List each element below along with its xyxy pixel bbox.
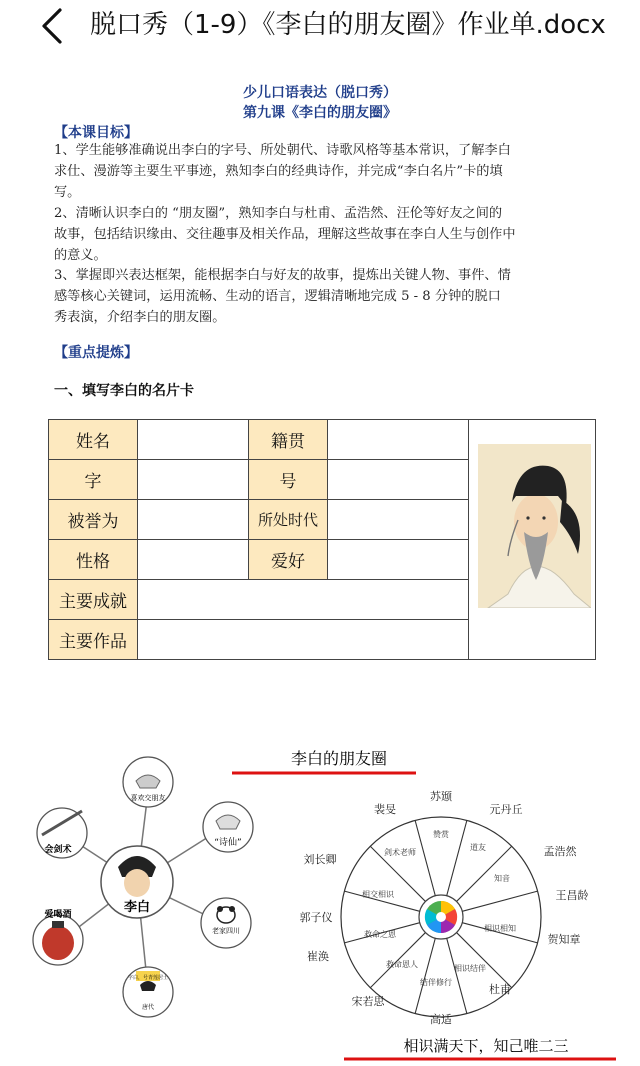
label-era: 所处时代: [249, 500, 328, 540]
input-name[interactable]: [138, 420, 249, 460]
camera-aperture-icon: [425, 901, 457, 933]
friend-pei-min: 裴旻: [374, 803, 396, 816]
wheel-spoke: [457, 933, 512, 988]
goal-1-line: 求仕、漫游等主要生平事迹，熟知李白的经典诗作，并完成“李白名片”卡的填: [54, 164, 503, 179]
goal-2-line: 的意义。: [54, 248, 107, 263]
label-works: 主要作品: [49, 620, 138, 660]
goal-1: [54, 140, 594, 203]
label-hao: 号: [249, 460, 328, 500]
sector-label: 赞赏: [433, 830, 449, 839]
wheel-spoke: [462, 891, 537, 911]
doc-title-2: 第九课《李白的朋友圈》: [243, 105, 397, 121]
goal-3-line: 3、掌握即兴表达框架，能根据李白与好友的故事，提炼出关键人物、事件、情: [54, 268, 511, 283]
chevron-left-icon: [34, 6, 74, 46]
motto: 相识满天下，知己唯二三: [403, 1037, 569, 1055]
back-button[interactable]: [34, 6, 74, 46]
sector-label: 救命恩人: [386, 960, 418, 969]
goal-2-line: 2、清晰认识李白的 “朋友圈”，熟知李白与杜甫、孟浩然、汪伦等好友之间的: [54, 206, 503, 221]
input-hao[interactable]: [328, 460, 469, 500]
input-works[interactable]: [138, 620, 469, 660]
input-praised[interactable]: [138, 500, 249, 540]
friend-su-ting: 苏颋: [430, 790, 452, 803]
wheel-spoke: [447, 938, 467, 1013]
doc-title-1: 少儿口语表达（脱口秀）: [243, 85, 397, 101]
goal-1-line: 写。: [54, 185, 81, 200]
friend-circle-wheel: [232, 749, 616, 1059]
top-bar: [0, 0, 640, 52]
node-hometown: 老家四川: [212, 927, 240, 935]
sector-label: 剑术老师: [384, 848, 416, 857]
sector-label: 救命之恩: [364, 930, 396, 939]
label-hobby: 爱好: [249, 540, 328, 580]
sector-label: 道友: [470, 843, 486, 852]
friend-gao-shi: 高适: [430, 1013, 452, 1026]
node-zi-hao: 字白，号青莲居士: [127, 975, 169, 981]
input-era[interactable]: [328, 500, 469, 540]
label-achieve: 主要成就: [49, 580, 138, 620]
document-page: [0, 60, 640, 1055]
friend-circle-illustration: [0, 685, 640, 1066]
input-native[interactable]: [328, 420, 469, 460]
goal-3-line: 秀表演，介绍李白的朋友圈。: [54, 310, 226, 325]
input-zi[interactable]: [138, 460, 249, 500]
label-name: 姓名: [49, 420, 138, 460]
label-zi: 字: [49, 460, 138, 500]
node-loves-wine: 爱喝酒: [44, 910, 72, 920]
node-tang-dynasty: 唐代: [141, 1004, 155, 1011]
friend-du-fu: 杜甫: [489, 983, 511, 996]
goal-2: [54, 203, 594, 266]
wheel-title: 李白的朋友圈: [290, 749, 388, 768]
sector-label: 相识相知: [484, 924, 516, 933]
friend-yuan-danqiu: 元丹丘: [489, 803, 523, 816]
input-hobby[interactable]: [328, 540, 469, 580]
document-title: 脱口秀（1-9）《李白的朋友圈》作业单.docx: [90, 10, 606, 40]
mind-map: [33, 757, 253, 1017]
input-personality[interactable]: [138, 540, 249, 580]
input-achieve[interactable]: [138, 580, 469, 620]
sector-label: 知音: [494, 874, 510, 883]
goal-3: [54, 265, 594, 328]
card-subheading: 一、填写李白的名片卡: [54, 383, 194, 399]
node-poet-immortal: “诗仙”: [214, 838, 242, 848]
friend-guo-ziyi: 郭子仪: [299, 911, 333, 924]
label-personality: 性格: [49, 540, 138, 580]
sector-label: 相交相识: [362, 890, 394, 899]
wheel-spoke: [415, 938, 435, 1013]
section-goal-heading: 【本课目标】: [54, 125, 138, 141]
label-praised: 被誉为: [49, 500, 138, 540]
friend-cui-huan: 崔涣: [307, 950, 329, 963]
label-native: 籍贯: [249, 420, 328, 460]
goal-1-line: 1、学生能够准确说出李白的字号、所处朝代、诗歌风格等基本常识，了解李白: [54, 143, 511, 158]
friend-he-zhizhang: 贺知章: [547, 933, 581, 946]
friend-wang-changling: 王昌龄: [555, 889, 589, 902]
node-swordsmanship: 会剑术: [44, 845, 72, 855]
friend-liu-changqing: 刘长卿: [303, 853, 337, 866]
sector-label: 相识结伴: [454, 964, 486, 973]
node-likes-friends: 喜欢交朋友: [130, 794, 166, 802]
friend-song-ruosi: 宋若思: [351, 995, 385, 1008]
center-label: 李白: [123, 900, 151, 915]
goal-3-line: 感等核心关键词，运用流畅、生动的语言，逻辑清晰地完成 5 - 8 分钟的脱口: [54, 289, 501, 304]
friend-meng-haoran: 孟浩然: [543, 845, 577, 858]
section-key-heading: 【重点提炼】: [54, 345, 138, 361]
wheel-spoke: [447, 820, 467, 895]
sector-label: 结伴修行: [420, 978, 452, 987]
libai-portrait-image: [478, 444, 591, 608]
goal-2-line: 故事，包括结识缘由、交往趣事及相关作品，理解这些故事在李白人生与创作中: [54, 227, 516, 242]
